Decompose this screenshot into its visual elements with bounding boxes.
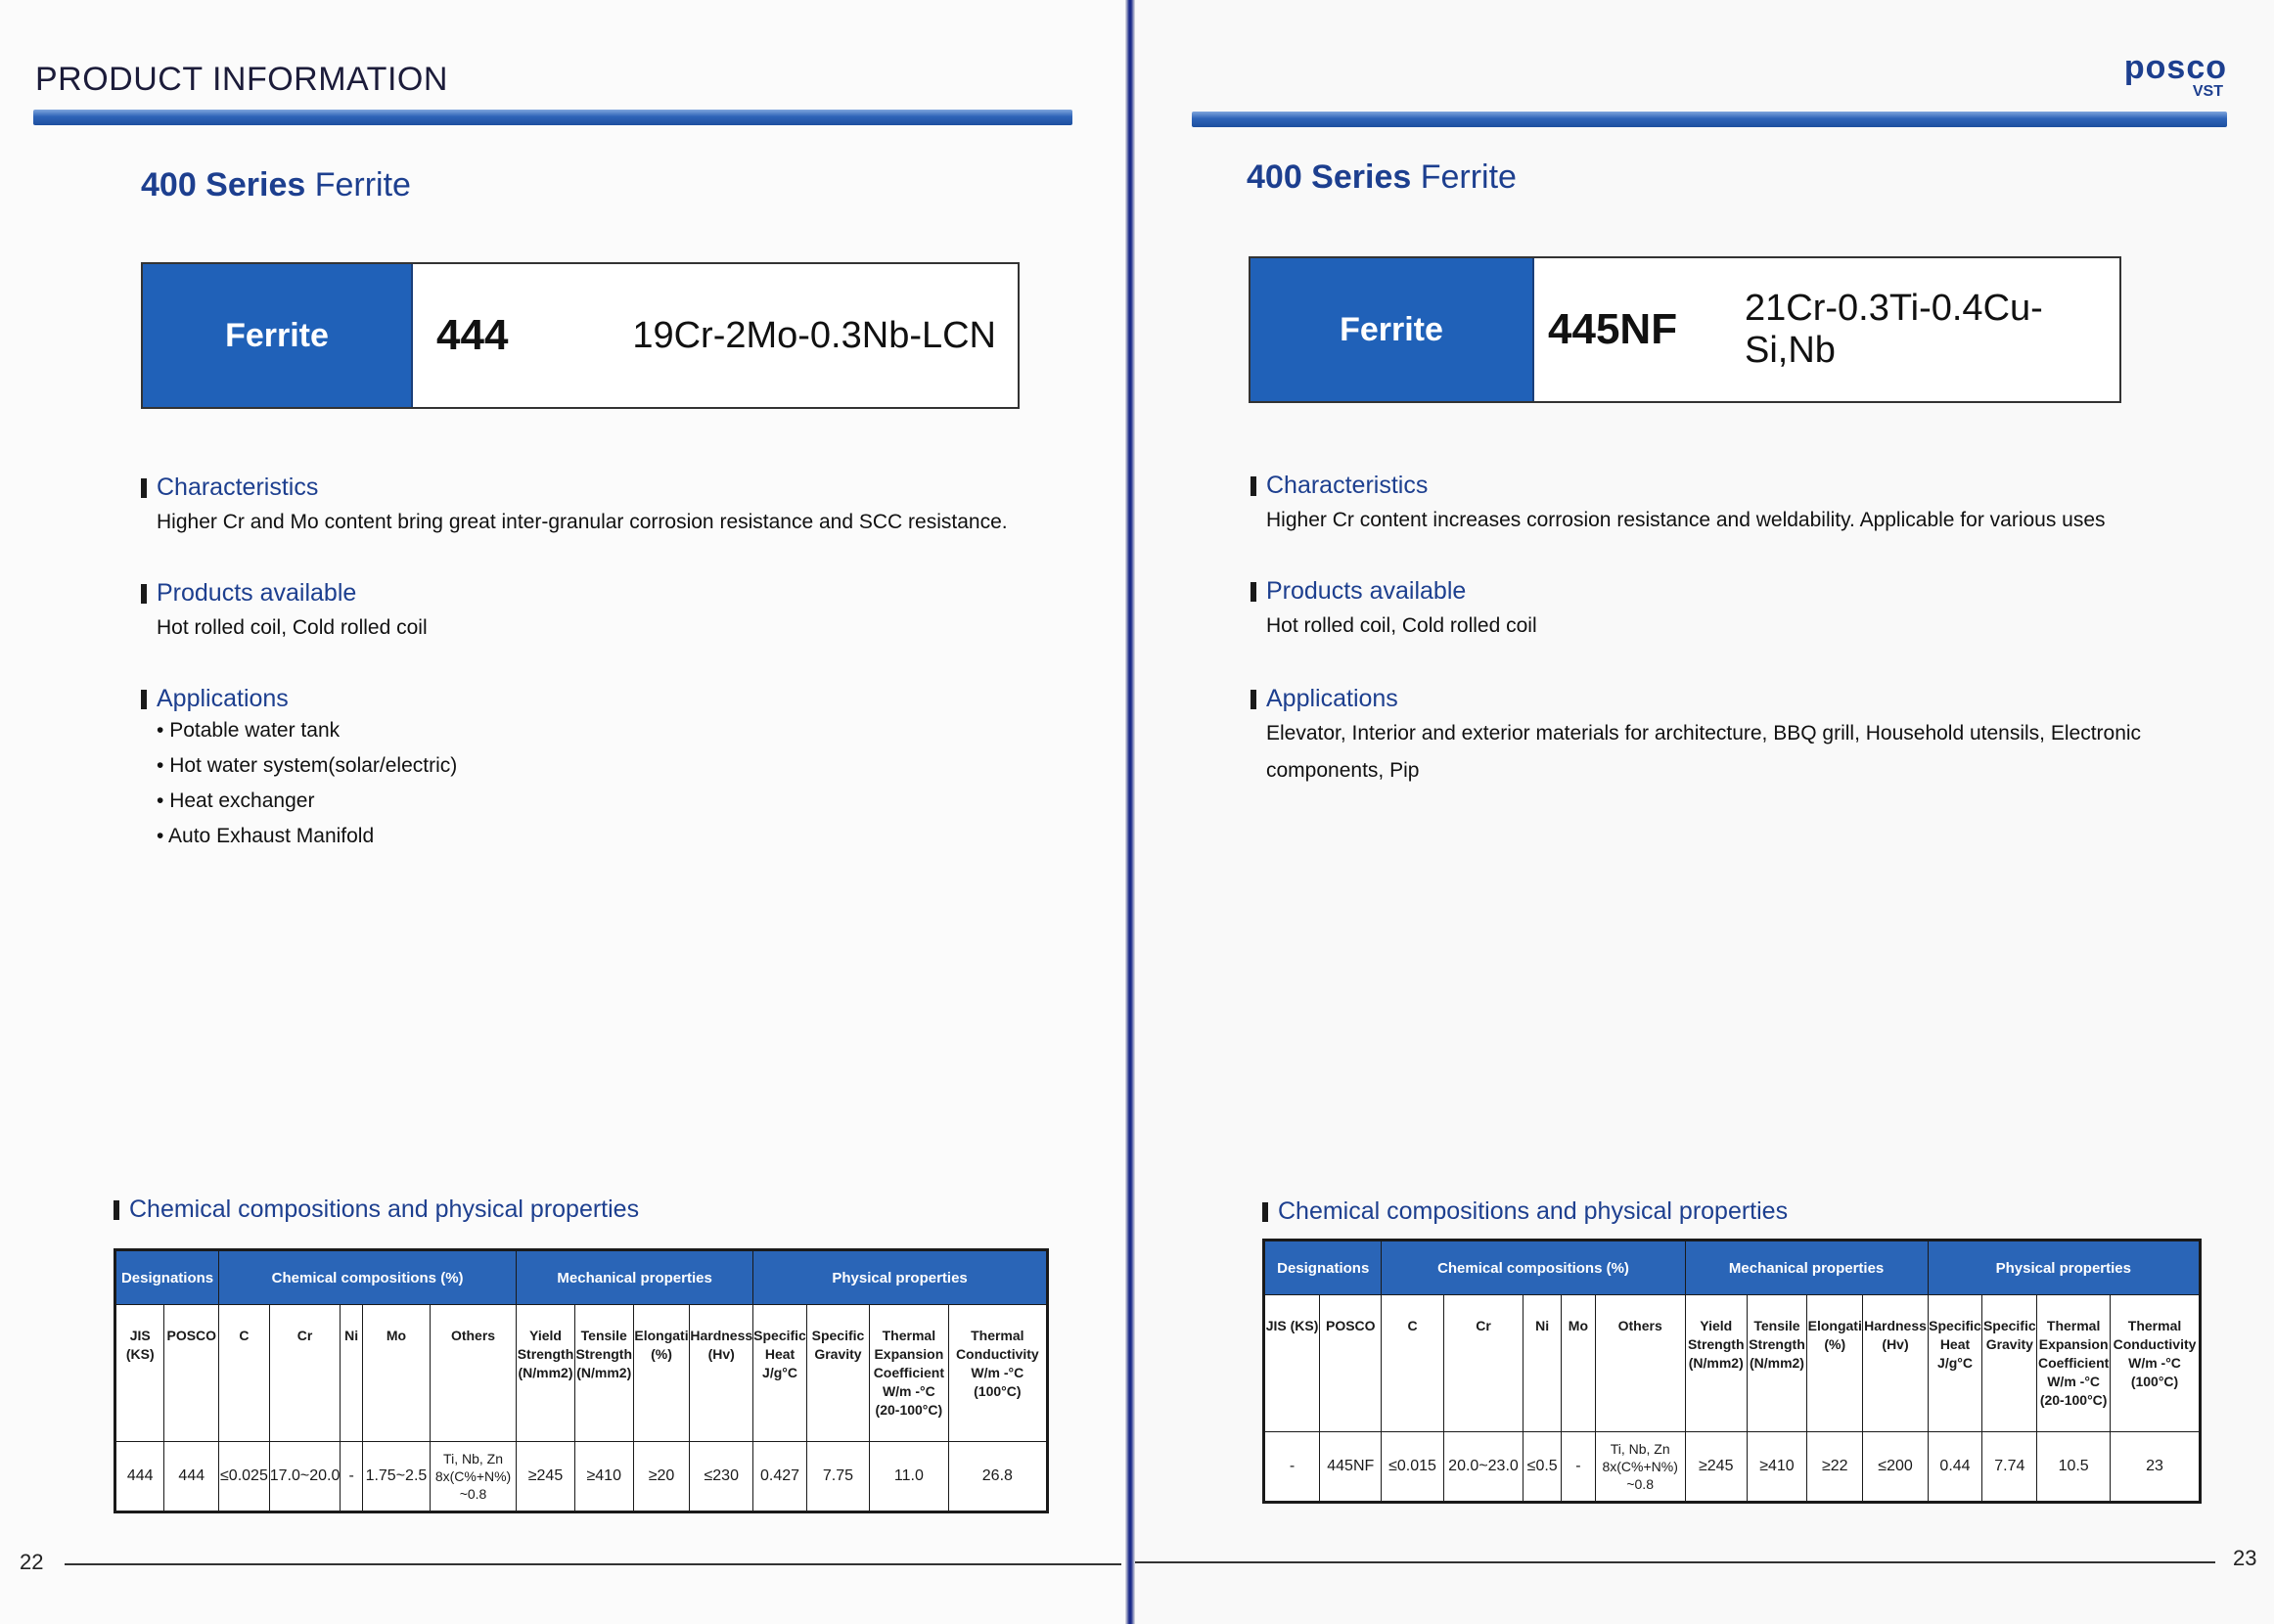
- bullet-mark: [1251, 582, 1256, 602]
- left-page: [0, 0, 1125, 1624]
- column-header: Ni: [341, 1305, 363, 1442]
- applications-section: [141, 685, 457, 854]
- series-title: [141, 166, 411, 204]
- column-header: Thermal Conductivity W/m -°C (100°C): [2111, 1295, 2201, 1432]
- table-title-text: Chemical compositions and physical properties: [129, 1195, 640, 1223]
- grade-composition: 19Cr-2Mo-0.3Nb-LCN: [632, 314, 996, 356]
- column-header: JIS (KS): [1264, 1295, 1320, 1432]
- column-header: POSCO: [164, 1305, 219, 1442]
- column-header: Mo: [362, 1305, 430, 1442]
- table-title-text: Chemical compositions and physical properties: [1278, 1197, 1789, 1225]
- properties-table: [1262, 1239, 2202, 1504]
- applications-list: [157, 713, 457, 854]
- applications-line: components, Pip: [1266, 759, 1420, 782]
- table-cell: 17.0~20.0: [269, 1442, 341, 1512]
- table-cell: ≤0.015: [1382, 1432, 1443, 1503]
- list-item: • Heat exchanger: [157, 784, 457, 819]
- column-header: Specific Heat J/g°C: [753, 1305, 807, 1442]
- table-cell: ≥245: [517, 1442, 575, 1512]
- list-item: • Hot water system(solar/electric): [157, 748, 457, 784]
- column-header: JIS (KS): [115, 1305, 164, 1442]
- bullet-mark: [141, 690, 147, 709]
- bullet-mark: [141, 584, 147, 604]
- table-cell: -: [1264, 1432, 1320, 1503]
- group-header: Mechanical properties: [517, 1250, 753, 1305]
- section-title: Applications: [157, 685, 289, 712]
- series-title: [1247, 158, 1517, 197]
- footer-rule: [1135, 1561, 2215, 1563]
- table-cell: ≥20: [633, 1442, 690, 1512]
- grade-category: Ferrite: [143, 264, 413, 407]
- table-title: [1262, 1197, 1788, 1226]
- column-header: Specific Heat J/g°C: [1928, 1295, 1982, 1432]
- group-header: Physical properties: [1928, 1241, 2200, 1295]
- column-header: Ni: [1524, 1295, 1562, 1432]
- page-header-title: PRODUCT INFORMATION: [35, 61, 448, 98]
- series-name: 400 Series: [141, 166, 306, 203]
- table-cell: ≥410: [1747, 1432, 1806, 1503]
- page-number: 22: [20, 1550, 44, 1574]
- characteristics-text: Higher Cr content increases corrosion resistance and weldability. Applicable for various uses: [1266, 509, 2106, 531]
- table-cell: ≤200: [1863, 1432, 1928, 1503]
- products-section: [141, 579, 428, 646]
- page-gutter: [1125, 0, 1135, 1624]
- table-cell: 7.75: [806, 1442, 869, 1512]
- column-header: Others: [430, 1305, 516, 1442]
- column-header: Specific Gravity: [1982, 1295, 2037, 1432]
- column-header: Others: [1595, 1295, 1685, 1432]
- column-header: Specific Gravity: [806, 1305, 869, 1442]
- table-cell: 445NF: [1320, 1432, 1382, 1503]
- table-cell: ≤230: [690, 1442, 753, 1512]
- group-header: Chemical compositions (%): [1382, 1241, 1685, 1295]
- section-title: Characteristics: [1266, 472, 1429, 499]
- characteristics-text: Higher Cr and Mo content bring great inter-granular corrosion resistance and SCC resistance.: [157, 511, 1008, 533]
- section-title: Products available: [1266, 577, 1467, 605]
- table-cell: 10.5: [2037, 1432, 2111, 1503]
- characteristics-section: [1251, 472, 2106, 538]
- group-header: Mechanical properties: [1685, 1241, 1928, 1295]
- table-cell: Ti, Nb, Zn 8x(C%+N%) ~0.8: [430, 1442, 516, 1512]
- bullet-mark: [1251, 690, 1256, 709]
- applications-line: Elevator, Interior and exterior materials for architecture, BBQ grill, Household utensils, Electronic: [1266, 722, 2142, 744]
- bullet-mark: [1262, 1202, 1268, 1222]
- table-cell: -: [1562, 1432, 1596, 1503]
- group-header: Chemical compositions (%): [219, 1250, 517, 1305]
- section-title: Products available: [157, 579, 357, 607]
- table-group-row: [1264, 1241, 2201, 1295]
- table-cell: 23: [2111, 1432, 2201, 1503]
- series-type: Ferrite: [314, 166, 411, 203]
- products-section: [1251, 577, 1537, 644]
- list-item: • Auto Exhaust Manifold: [157, 819, 457, 854]
- table-cell: 20.0~23.0: [1443, 1432, 1524, 1503]
- column-header: Mo: [1562, 1295, 1596, 1432]
- logo-main: posco: [2123, 49, 2227, 86]
- table-cell: ≥22: [1807, 1432, 1863, 1503]
- column-header: Elongati (%): [1807, 1295, 1863, 1432]
- table-cell: 7.74: [1982, 1432, 2037, 1503]
- right-page: [1135, 0, 2274, 1624]
- table-row: [115, 1442, 1048, 1512]
- table-cell: ≤0.5: [1524, 1432, 1562, 1503]
- table-title: [114, 1195, 639, 1224]
- table-cell: 444: [164, 1442, 219, 1512]
- table-column-row: [1264, 1295, 2201, 1432]
- column-header: Thermal Conductivity W/m -°C (100°C): [948, 1305, 1047, 1442]
- column-header: Thermal Expansion Coefficient W/m -°C (20-100°C): [870, 1305, 949, 1442]
- table-cell: 1.75~2.5: [362, 1442, 430, 1512]
- group-header: Physical properties: [753, 1250, 1048, 1305]
- page-number: 23: [2233, 1546, 2257, 1570]
- group-header: Designations: [115, 1250, 219, 1305]
- column-header: Hardness (Hv): [1863, 1295, 1928, 1432]
- grade-code: 445NF: [1548, 305, 1678, 353]
- table-row: [1264, 1432, 2201, 1503]
- properties-table: [114, 1248, 1049, 1513]
- table-group-row: [115, 1250, 1048, 1305]
- bullet-mark: [141, 478, 147, 498]
- characteristics-section: [141, 474, 1008, 540]
- column-header: Cr: [1443, 1295, 1524, 1432]
- table-column-row: [115, 1305, 1048, 1442]
- series-type: Ferrite: [1420, 158, 1517, 196]
- column-header: C: [219, 1305, 270, 1442]
- column-header: Thermal Expansion Coefficient W/m -°C (20-100°C): [2037, 1295, 2111, 1432]
- logo-sub: VST: [2192, 83, 2223, 100]
- table-cell: 0.44: [1928, 1432, 1982, 1503]
- bullet-mark: [114, 1200, 119, 1220]
- column-header: Elongati (%): [633, 1305, 690, 1442]
- column-header: Yield Strength (N/mm2): [1685, 1295, 1747, 1432]
- header-rule: [33, 110, 1072, 125]
- footer-rule: [65, 1563, 1121, 1565]
- bullet-mark: [1251, 476, 1256, 496]
- table-cell: 11.0: [870, 1442, 949, 1512]
- table-cell: -: [341, 1442, 363, 1512]
- products-text: Hot rolled coil, Cold rolled coil: [157, 616, 428, 639]
- table-cell: ≥410: [574, 1442, 633, 1512]
- column-header: C: [1382, 1295, 1443, 1432]
- list-item: • Potable water tank: [157, 713, 457, 748]
- section-title: Characteristics: [157, 474, 319, 501]
- table-cell: ≤0.025: [219, 1442, 270, 1512]
- column-header: Tensile Strength (N/mm2): [574, 1305, 633, 1442]
- table-cell: 444: [115, 1442, 164, 1512]
- grade-code: 444: [436, 311, 509, 359]
- column-header: POSCO: [1320, 1295, 1382, 1432]
- grade-box: [141, 262, 1020, 409]
- series-name: 400 Series: [1247, 158, 1412, 196]
- column-header: Cr: [269, 1305, 341, 1442]
- products-text: Hot rolled coil, Cold rolled coil: [1266, 614, 1537, 637]
- applications-section: [1251, 685, 2141, 789]
- table-cell: 0.427: [753, 1442, 807, 1512]
- posco-logo: [2124, 51, 2227, 100]
- grade-box: [1249, 256, 2121, 403]
- header-rule: [1192, 112, 2227, 127]
- table-cell: Ti, Nb, Zn 8x(C%+N%) ~0.8: [1595, 1432, 1685, 1503]
- grade-composition: 21Cr-0.3Ti-0.4Cu-Si,Nb: [1745, 288, 2043, 371]
- column-header: Tensile Strength (N/mm2): [1747, 1295, 1806, 1432]
- grade-category: Ferrite: [1251, 258, 1534, 401]
- group-header: Designations: [1264, 1241, 1382, 1295]
- section-title: Applications: [1266, 685, 1398, 712]
- column-header: Yield Strength (N/mm2): [517, 1305, 575, 1442]
- table-cell: ≥245: [1685, 1432, 1747, 1503]
- column-header: Hardness (Hv): [690, 1305, 753, 1442]
- table-cell: 26.8: [948, 1442, 1047, 1512]
